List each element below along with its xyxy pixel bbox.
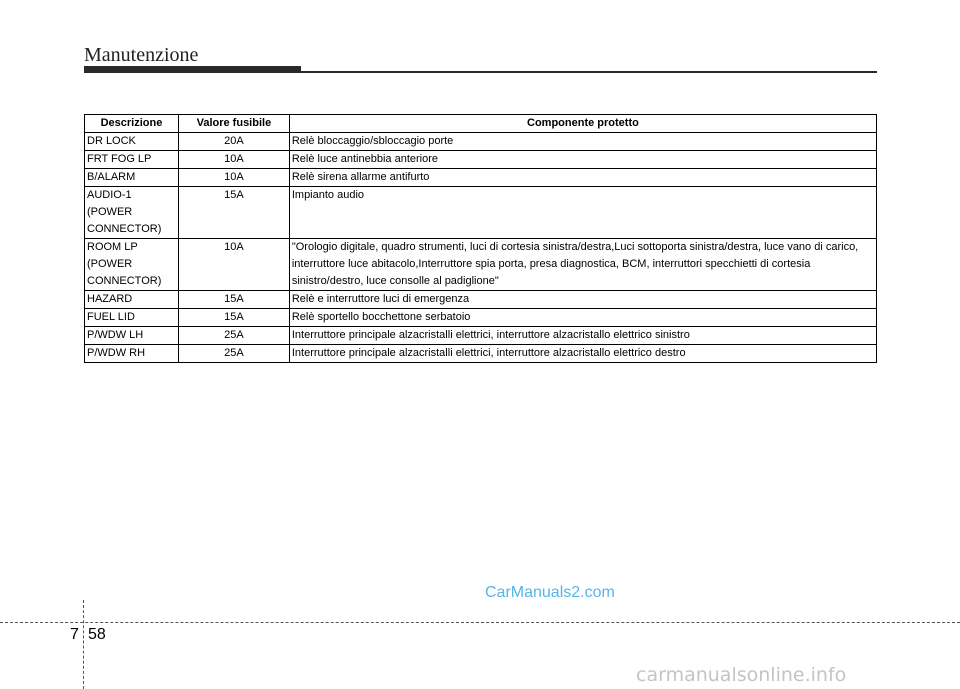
cell-fuse-value: 20A (178, 133, 289, 151)
table-row (85, 187, 877, 239)
table-row (85, 239, 877, 291)
cell-description: ROOM LP (POWER CONNECTOR) (85, 239, 179, 291)
cell-protected-component: Relè bloccaggio/sbloccagio porte (289, 133, 876, 151)
table-row (85, 327, 877, 345)
cell-description: B/ALARM (85, 169, 179, 187)
cell-protected-component: Relè e interruttore luci di emergenza (289, 291, 876, 309)
table-row (85, 309, 877, 327)
column-header-fuse-value: Valore fusibile (178, 115, 289, 133)
cell-protected-component: Impianto audio (289, 187, 876, 239)
cell-description: DR LOCK (85, 133, 179, 151)
cell-description: FRT FOG LP (85, 151, 179, 169)
page-number: 58 (88, 626, 106, 643)
table-row (85, 133, 877, 151)
cell-description: P/WDW LH (85, 327, 179, 345)
cell-fuse-value: 10A (178, 239, 289, 291)
cell-fuse-value: 25A (178, 327, 289, 345)
cell-fuse-value: 10A (178, 169, 289, 187)
cell-description: AUDIO-1 (POWER CONNECTOR) (85, 187, 179, 239)
page-title: Manutenzione (84, 44, 199, 66)
table-row (85, 169, 877, 187)
cell-description: P/WDW RH (85, 345, 179, 363)
cell-fuse-value: 15A (178, 187, 289, 239)
header-rule-thin (301, 71, 877, 73)
watermark-logo: CarManuals2.com (485, 584, 615, 601)
cell-fuse-value: 15A (178, 291, 289, 309)
fuse-table-body (85, 133, 877, 363)
table-row (85, 151, 877, 169)
cell-fuse-value: 25A (178, 345, 289, 363)
cell-description: HAZARD (85, 291, 179, 309)
cell-protected-component: Relè sportello bocchettone serbatoio (289, 309, 876, 327)
chapter-number: 7 (70, 626, 79, 643)
footer-divider (0, 622, 960, 623)
cell-protected-component: Relè sirena allarme antifurto (289, 169, 876, 187)
footer-vertical-divider (83, 600, 84, 689)
site-footer-text: carmanualsonline.info (636, 664, 847, 686)
table-header-row (85, 115, 877, 133)
cell-protected-component: Interruttore principale alzacristalli elettrici, interruttore alzacristallo elettrico sinistro (289, 327, 876, 345)
cell-protected-component: "Orologio digitale, quadro strumenti, luci di cortesia sinistra/destra,Luci sottoporta sinistra/destra, luce vano di carico, interruttore luce abitacolo,Interruttore spia porta, presa diagnostica, BCM, interruttori specchietti di cortesia sinistro/destro, luce consolle al padiglione" (289, 239, 876, 291)
fuse-table (84, 114, 877, 363)
header-rule-thick (84, 66, 301, 73)
cell-description: FUEL LID (85, 309, 179, 327)
cell-protected-component: Relè luce antinebbia anteriore (289, 151, 876, 169)
table-row (85, 345, 877, 363)
column-header-description: Descrizione (85, 115, 179, 133)
cell-fuse-value: 15A (178, 309, 289, 327)
cell-fuse-value: 10A (178, 151, 289, 169)
table-row (85, 291, 877, 309)
column-header-protected-component: Componente protetto (289, 115, 876, 133)
cell-protected-component: Interruttore principale alzacristalli elettrici, interruttore alzacristallo elettrico destro (289, 345, 876, 363)
